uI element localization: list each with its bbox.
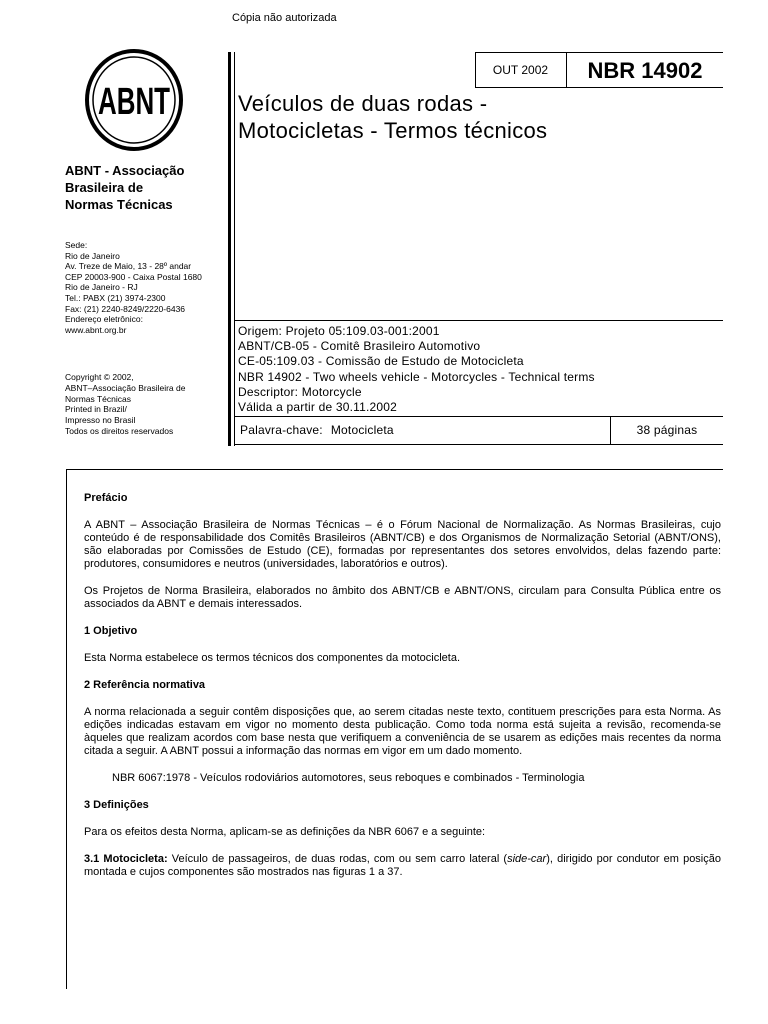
- section-heading: 1 Objetivo: [84, 625, 138, 637]
- origin-line: Válida a partir de 30.11.2002: [238, 400, 398, 415]
- origin-line: CE-05:109.03 - Comissão de Estudo de Motocicleta: [238, 354, 524, 369]
- origin-line: ABNT/CB-05 - Comitê Brasileiro Automotivo: [238, 339, 481, 354]
- paragraph: A ABNT – Associação Brasileira de Normas Técnicas – é o Fórum Nacional de Normalização. As Normas Brasileiras, cujo conteúdo é de responsabilidade dos Comitês Brasileiros (ABNT/CB) e dos Organismos de Normalização Setorial (ABNT/ONS), são elaboradas por Comissões de Estudo (CE), formadas por representantes dos setores envolvidos, delas fazendo parte: produtores, consumidores e neutros (universidades, laboratórios e outros).: [84, 519, 721, 570]
- body-content: [84, 492, 721, 893]
- definition-text: ), dirigido por condutor em posição montada e cujos componentes são mostrados nas figuras 1 a 37.: [84, 853, 721, 878]
- org-name-line: Normas Técnicas: [65, 197, 173, 212]
- definition-term: 3.1 Motocicleta:: [84, 853, 168, 865]
- definition-text: Veículo de passageiros, de duas rodas, com ou sem carro lateral (: [167, 853, 508, 865]
- copy-notice: Cópia não autorizada: [232, 12, 337, 24]
- address-block: [65, 240, 230, 335]
- address-line: Fax: (21) 2240-8249/2220-6436: [65, 303, 186, 314]
- section-heading: 2 Referência normativa: [84, 679, 206, 691]
- origin-block: [238, 324, 595, 415]
- copyright-line: Todos os direitos reservados: [65, 425, 174, 436]
- address-line: Av. Treze de Maio, 13 - 28º andar: [65, 261, 192, 272]
- paragraph: Para os efeitos desta Norma, aplicam-se as definições da NBR 6067 e a seguinte:: [84, 826, 486, 838]
- origin-line: Descriptor: Motorcycle: [238, 384, 362, 399]
- org-name-line: Brasileira de: [65, 180, 144, 195]
- copyright-line: Normas Técnicas: [65, 393, 131, 404]
- address-line: Sede:: [65, 240, 88, 250]
- copyright-line: Copyright © 2002,: [65, 372, 134, 382]
- paragraph: A norma relacionada a seguir contêm disposições que, ao serem citadas neste texto, contituem prescrições para esta Norma. As edições indicadas estavam em vigor no momento desta publicação. Como toda norma está sujeita a revisão, recomenda-se àqueles que realizam acordos com base nesta que verifiquem a conveniência de se usarem as edições mais recentes da norma citada a seguir. A ABNT possui a informação das normas em vigor em um dado momento.: [84, 706, 721, 757]
- normative-reference: NBR 6067:1978 - Veículos rodoviários automotores, seus reboques e combinados - Terminologia: [112, 772, 585, 784]
- document-title: [238, 90, 547, 144]
- paragraph: Os Projetos de Norma Brasileira, elaborados no âmbito dos ABNT/CB e ABNT/ONS, circulam para Consulta Pública entre os associados da ABNT e demais interessados.: [84, 585, 721, 610]
- organization-name: [65, 162, 235, 213]
- origin-line: NBR 14902 - Two wheels vehicle - Motorcycles - Technical terms: [238, 369, 595, 384]
- section-heading: 3 Definições: [84, 799, 149, 811]
- origin-line: Origem: Projeto 05:109.03-001:2001: [238, 324, 440, 338]
- page-count: 38 páginas: [636, 423, 698, 437]
- address-line: Tel.: PABX (21) 3974-2300: [65, 292, 166, 303]
- copyright-line: Impresso no Brasil: [65, 415, 136, 426]
- address-line: Endereço eletrônico:: [65, 314, 143, 325]
- website-link[interactable]: www.abnt.org.br: [65, 324, 127, 335]
- org-name-line: ABNT - Associação: [65, 163, 185, 178]
- vertical-rule: [228, 52, 231, 446]
- address-line: CEP 20003-900 - Caixa Postal 1680: [65, 271, 202, 282]
- keyword-value: Motocicleta: [330, 423, 394, 437]
- keyword-label: Palavra-chave:: [240, 423, 323, 437]
- abnt-logo: [84, 48, 184, 152]
- standard-number: NBR 14902: [587, 58, 703, 83]
- keyword: [240, 416, 402, 445]
- title-line: Motocicletas - Termos técnicos: [238, 118, 548, 143]
- address-line: Rio de Janeiro - RJ: [65, 282, 138, 293]
- vertical-rule-thin: [234, 52, 235, 446]
- copyright-line: ABNT–Associação Brasileira de: [65, 382, 186, 393]
- publication-date: OUT 2002: [492, 63, 549, 77]
- copyright-line: Printed in Brazil/: [65, 404, 127, 415]
- definition: [84, 853, 721, 879]
- title-line: Veículos de duas rodas -: [238, 91, 488, 116]
- section-heading: Prefácio: [84, 492, 128, 504]
- origin-divider: [235, 320, 723, 321]
- copyright-block: [65, 372, 230, 437]
- definition-italic: side-car: [507, 853, 547, 865]
- paragraph: Esta Norma estabelece os termos técnicos dos componentes da motocicleta.: [84, 652, 461, 664]
- logo-lettering: ABNT: [98, 81, 170, 123]
- address-line: Rio de Janeiro: [65, 250, 120, 261]
